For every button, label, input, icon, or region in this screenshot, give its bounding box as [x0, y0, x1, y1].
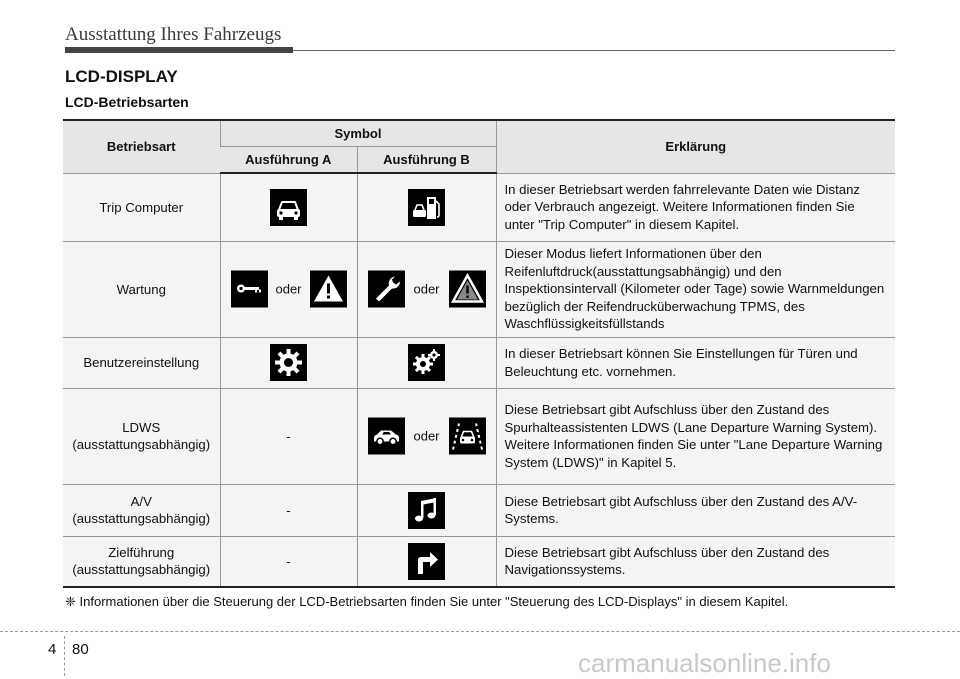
symbol-b-cell [357, 173, 496, 241]
mode-note: (ausstattungsabhängig) [72, 562, 211, 578]
chapter-number: 4 [48, 641, 57, 658]
table-row [63, 241, 895, 337]
header-rule-thin [293, 50, 895, 51]
table-row [63, 536, 895, 587]
symbol-a-cell [220, 241, 357, 337]
table-row [63, 337, 895, 388]
car-icon [270, 189, 307, 226]
col-header-explanation: Erklärung [496, 120, 895, 173]
sub-title: LCD-Betriebsarten [65, 94, 189, 110]
symbol-a-cell: - [220, 388, 357, 484]
lane-departure-icon [449, 418, 486, 455]
symbol-b-cell [357, 388, 496, 484]
symbol-a-cell [220, 337, 357, 388]
header-rule [65, 47, 293, 53]
explanation-cell: Dieser Modus liefert Informationen über den Reifenluftdruck(ausstattungsabhängig) und den Inspektionsintervall (Kilometer oder Tage) sowie Warnmeldungen bezüglich der Reifendrucküberwachung TPMS, des Waschflüssigkeitsfüllstands [496, 241, 895, 337]
music-note-icon [408, 492, 445, 529]
explanation-cell: In dieser Betriebsart werden fahrrelevante Daten wie Distanz oder Verbrauch angezeigt. Weitere Informationen finden Sie unter "Trip Computer" in diesem Kapitel. [496, 173, 895, 241]
explanation-cell: In dieser Betriebsart können Sie Einstellungen für Türen und Beleuchtung etc. vornehmen. [496, 337, 895, 388]
symbol-a-cell [220, 173, 357, 241]
lcd-modes-table [63, 119, 895, 588]
mode-note: (ausstattungsabhängig) [72, 437, 211, 452]
mode-name: LDWS [122, 420, 161, 435]
symbol-b-cell [357, 337, 496, 388]
col-header-mode: Betriebsart [63, 120, 220, 173]
symbol-b-cell [357, 484, 496, 536]
car-fuel-pump-icon [408, 189, 445, 226]
footnote: ❈ Informationen über die Steuerung der LCD-Betriebsarten finden Sie unter "Steuerung des LCD-Displays" in diesem Kapitel. [65, 594, 789, 609]
oder-label: oder [275, 281, 302, 297]
mode-name: Zielführung [108, 545, 175, 561]
mode-cell [63, 536, 220, 587]
mode-cell: Trip Computer [63, 173, 220, 241]
oder-label: oder [413, 281, 440, 297]
symbol-a-cell: - [220, 536, 357, 587]
warning-triangle-icon [449, 271, 486, 308]
col-header-version-a: Ausführung A [220, 147, 357, 174]
symbol-a-cell: - [220, 484, 357, 536]
warning-triangle-icon [310, 271, 347, 308]
page-footer-rule [0, 631, 960, 632]
table-row [63, 173, 895, 241]
mode-name: A/V [130, 494, 152, 509]
page-number-separator [64, 636, 65, 676]
symbol-b-cell [357, 241, 496, 337]
section-title: LCD-DISPLAY [65, 67, 178, 86]
mode-cell [63, 388, 220, 484]
symbol-b-cell [357, 536, 496, 587]
oder-label: oder [413, 428, 440, 444]
turn-right-arrow-icon [408, 543, 445, 580]
table-row [63, 484, 895, 536]
mode-cell: Wartung [63, 241, 220, 337]
gear-icon [270, 344, 307, 381]
explanation-cell: Diese Betriebsart gibt Aufschluss über den Zustand des A/V-Systems. [496, 484, 895, 536]
watermark: carmanualsonline.info [578, 648, 831, 678]
mode-note: (ausstattungsabhängig) [72, 511, 211, 526]
explanation-cell: Diese Betriebsart gibt Aufschluss über den Zustand des Spurhalteassistenten LDWS (Lane Departure Warning System). Weitere Informationen finden Sie unter "Lane Departure Warning System (LDWS)" in Kapitel 5. [496, 388, 895, 484]
gears-icon [408, 344, 445, 381]
table-row [63, 388, 895, 484]
mode-cell [63, 484, 220, 536]
explanation-cell: Diese Betriebsart gibt Aufschluss über den Zustand des Navigationssystems. [496, 536, 895, 587]
col-header-symbol: Symbol [220, 120, 496, 147]
mode-cell: Benutzereinstellung [63, 337, 220, 388]
page-number: 80 [72, 641, 89, 658]
col-header-version-b: Ausführung B [357, 147, 496, 174]
page-header-title: Ausstattung Ihres Fahrzeugs [65, 24, 282, 45]
